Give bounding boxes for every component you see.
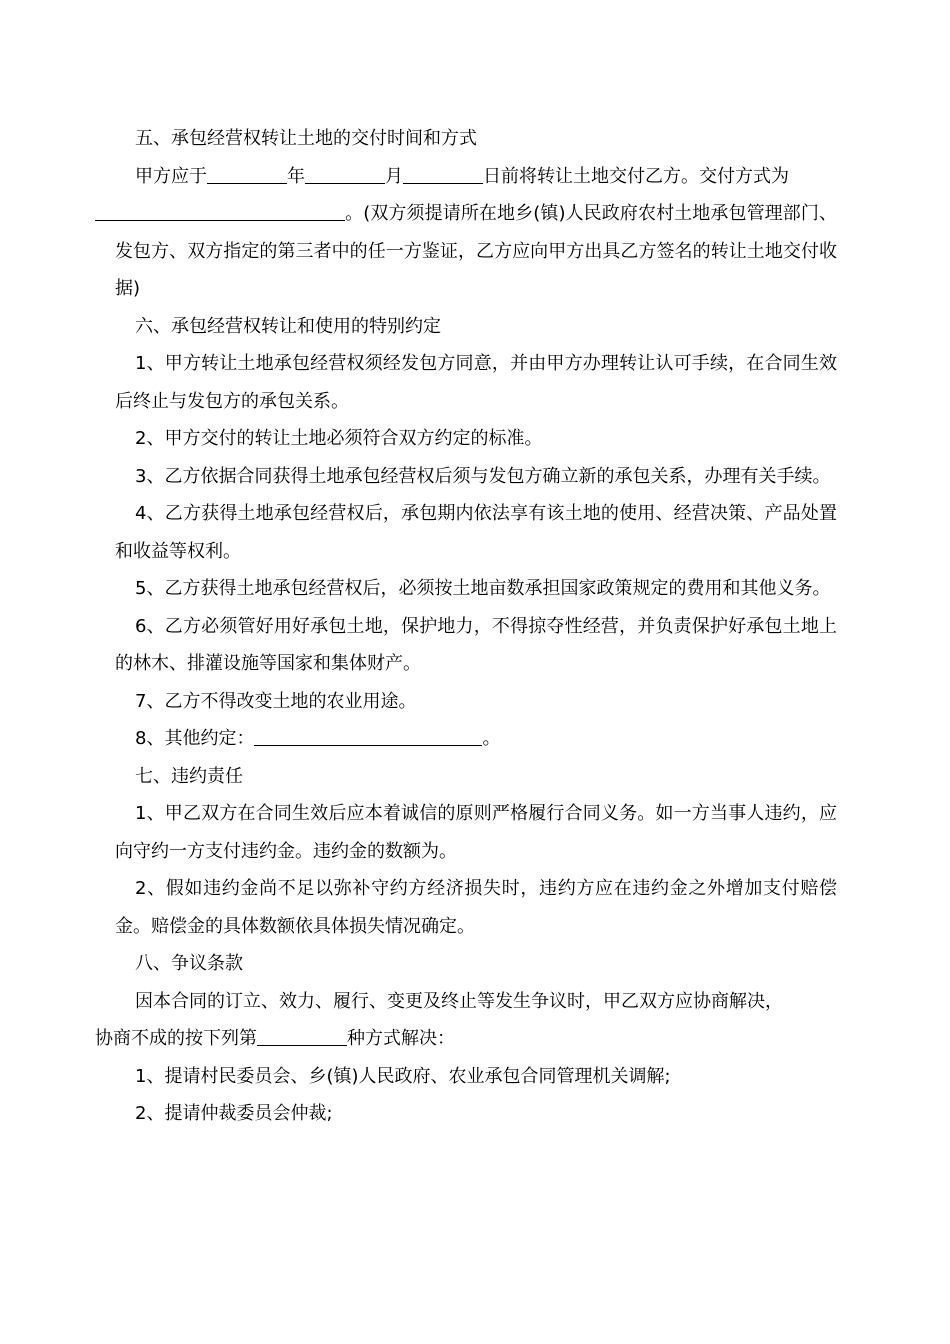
section-5-heading: 五、承包经营权转让土地的交付时间和方式 (135, 128, 477, 149)
section-5-paragraph (115, 158, 837, 308)
blank-month-field[interactable] (305, 165, 385, 184)
text-fragment: 年 (287, 165, 305, 187)
section-6-item-5: 5、乙方获得土地承包经营权后，必须按土地亩数承担国家政策规定的费用和其他义务。 (135, 578, 831, 599)
section-6-item-8 (115, 720, 837, 758)
text-fragment: 种方式解决： (347, 1028, 455, 1049)
section-8-item-2: 2、提请仲裁委员会仲裁; (135, 1103, 333, 1124)
section-7-heading: 七、违约责任 (135, 765, 243, 787)
text-fragment: 因本合同的订立、效力、履行、变更及终止等发生争议时，甲乙双方应协商解决， (135, 990, 783, 1012)
text-fragment: 甲方应于 (135, 165, 207, 187)
section-6-item-1: 1、甲方转让土地承包经营权须经发包方同意，并由甲方办理转让认可手续，在合同生效后终止与发包方的承包关系。 (115, 353, 837, 412)
section-6-item-3: 3、乙方依据合同获得土地承包经营权后须与发包方确立新的承包关系，办理有关手续。 (135, 465, 831, 487)
blank-delivery-method-field[interactable] (95, 202, 345, 221)
section-6-item-7: 7、乙方不得改变土地的农业用途。 (135, 690, 417, 712)
text-fragment: 日前将转让土地交付乙方。交付方式为 (483, 165, 789, 187)
text-fragment: 。(双方须提请所在地乡(镇)人民政府农村土地承包管理部门、发包方、双方指定的第三者中的任一方鉴证，乙方应向甲方出具乙方签名的转让土地交付收据) (115, 203, 837, 299)
section-7-item-1: 1、甲乙双方在合同生效后应本着诚信的原则严格履行合同义务。如一方当事人违约，应向守约一方支付违约金。违约金的数额为。 (115, 803, 837, 862)
text-fragment: 月 (385, 165, 403, 187)
section-8-item-1: 1、提请村民委员会、乡(镇)人民政府、农业承包合同管理机关调解; (135, 1065, 671, 1087)
section-6-heading: 六、承包经营权转让和使用的特别约定 (135, 315, 441, 337)
blank-year-field[interactable] (207, 165, 287, 184)
blank-other-terms-field[interactable] (254, 727, 482, 746)
section-6-item-4: 4、乙方获得土地承包经营权后，承包期内依法享有该土地的使用、经营决策、产品处置和收益等权利。 (115, 503, 837, 562)
blank-day-field[interactable] (403, 165, 483, 184)
section-8-paragraph (95, 983, 837, 1058)
section-6-item-6: 6、乙方必须管好用好承包土地，保护地力，不得掠夺性经营，并负责保护好承包土地上的林木、排灌设施等国家和集体财产。 (115, 615, 837, 674)
section-8-heading: 八、争议条款 (135, 953, 243, 974)
section-7-item-2: 2、假如违约金尚不足以弥补守约方经济损失时，违约方应在违约金之外增加支付赔偿金。赔偿金的具体数额依具体损失情况确定。 (115, 878, 837, 937)
text-fragment: 。 (482, 728, 501, 749)
section-6-item-2: 2、甲方交付的转让土地必须符合双方约定的标准。 (135, 428, 543, 449)
document-body (95, 120, 837, 1133)
blank-resolution-method-field[interactable] (257, 1027, 347, 1046)
text-fragment: 协商不成的按下列第 (95, 1028, 257, 1049)
text-fragment: 8、其他约定： (135, 728, 255, 749)
